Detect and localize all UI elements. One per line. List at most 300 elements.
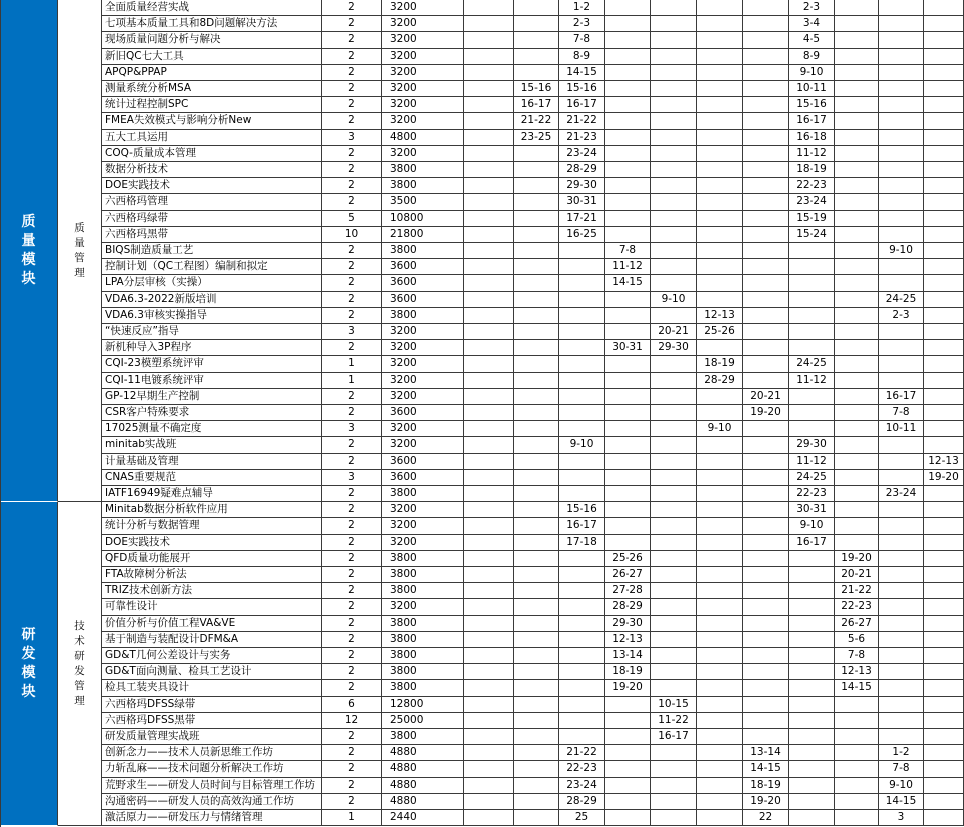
schedule-cell [514, 389, 559, 405]
days-cell: 2 [322, 454, 382, 470]
schedule-cell [697, 810, 743, 826]
schedule-cell: 13-14 [743, 745, 789, 761]
schedule-cell [835, 810, 879, 826]
schedule-cell [743, 680, 789, 696]
schedule-cell [651, 113, 697, 129]
course-name-cell: 力斩乱麻——技术问题分析解决工作坊 [102, 761, 322, 777]
schedule-cell [835, 0, 879, 16]
schedule-cell: 23-24 [879, 486, 924, 502]
days-cell: 2 [322, 632, 382, 648]
schedule-cell [924, 259, 964, 275]
schedule-cell [879, 324, 924, 340]
schedule-cell [464, 535, 514, 551]
course-name-cell: BIQS制造质量工艺 [102, 243, 322, 259]
schedule-cell [464, 97, 514, 113]
days-cell: 2 [322, 502, 382, 518]
schedule-cell [514, 567, 559, 583]
schedule-cell [651, 308, 697, 324]
schedule-cell [605, 292, 651, 308]
schedule-cell [879, 259, 924, 275]
schedule-cell [697, 211, 743, 227]
schedule-cell [879, 632, 924, 648]
schedule-cell [835, 486, 879, 502]
schedule-cell [879, 194, 924, 210]
schedule-cell: 16-17 [514, 97, 559, 113]
schedule-cell [697, 502, 743, 518]
schedule-cell [514, 259, 559, 275]
price-cell: 3800 [382, 664, 464, 680]
schedule-cell [514, 324, 559, 340]
schedule-cell [743, 470, 789, 486]
price-cell: 2440 [382, 810, 464, 826]
price-cell: 4880 [382, 794, 464, 810]
schedule-cell [651, 535, 697, 551]
schedule-cell [464, 292, 514, 308]
schedule-cell: 5-6 [835, 632, 879, 648]
price-cell: 3800 [382, 632, 464, 648]
schedule-cell [789, 275, 835, 291]
schedule-cell [789, 778, 835, 794]
schedule-cell [464, 778, 514, 794]
days-cell: 10 [322, 227, 382, 243]
schedule-cell [514, 194, 559, 210]
schedule-cell [879, 518, 924, 534]
days-cell: 3 [322, 324, 382, 340]
price-cell: 3800 [382, 486, 464, 502]
course-name-cell: GD&T几何公差设计与实务 [102, 648, 322, 664]
schedule-cell [789, 648, 835, 664]
course-name-cell: VDA6.3-2022新版培训 [102, 292, 322, 308]
schedule-cell [697, 518, 743, 534]
schedule-cell: 4-5 [789, 32, 835, 48]
schedule-cell [924, 65, 964, 81]
schedule-cell: 16-17 [789, 113, 835, 129]
schedule-cell [651, 421, 697, 437]
schedule-cell [835, 178, 879, 194]
schedule-cell [924, 292, 964, 308]
course-name-cell: 测量系统分析MSA [102, 81, 322, 97]
schedule-cell [464, 486, 514, 502]
schedule-cell [743, 146, 789, 162]
schedule-cell: 22-23 [559, 761, 605, 777]
schedule-cell [835, 713, 879, 729]
schedule-cell [835, 373, 879, 389]
schedule-cell [464, 227, 514, 243]
schedule-cell [605, 194, 651, 210]
schedule-cell [697, 648, 743, 664]
days-cell: 2 [322, 194, 382, 210]
schedule-cell [924, 162, 964, 178]
schedule-cell [697, 275, 743, 291]
days-cell: 2 [322, 680, 382, 696]
price-cell: 3500 [382, 194, 464, 210]
schedule-cell: 7-8 [559, 32, 605, 48]
days-cell: 2 [322, 745, 382, 761]
schedule-cell [651, 389, 697, 405]
schedule-cell [464, 761, 514, 777]
schedule-cell [651, 194, 697, 210]
schedule-cell [464, 146, 514, 162]
schedule-cell [924, 437, 964, 453]
schedule-cell [559, 713, 605, 729]
schedule-cell [743, 421, 789, 437]
schedule-cell [514, 616, 559, 632]
schedule-cell [651, 745, 697, 761]
schedule-cell: 21-23 [559, 130, 605, 146]
schedule-cell [789, 680, 835, 696]
schedule-cell [924, 713, 964, 729]
schedule-cell: 12-13 [835, 664, 879, 680]
schedule-cell [924, 324, 964, 340]
schedule-cell: 16-17 [651, 729, 697, 745]
schedule-cell: 9-10 [879, 243, 924, 259]
days-cell: 2 [322, 178, 382, 194]
schedule-cell [835, 324, 879, 340]
price-cell: 3800 [382, 648, 464, 664]
schedule-cell [464, 211, 514, 227]
schedule-cell [743, 81, 789, 97]
days-cell: 2 [322, 648, 382, 664]
schedule-cell: 11-12 [789, 373, 835, 389]
schedule-cell: 8-9 [559, 49, 605, 65]
schedule-cell [464, 745, 514, 761]
price-cell: 3200 [382, 502, 464, 518]
schedule-cell [743, 648, 789, 664]
days-cell: 2 [322, 97, 382, 113]
schedule-cell: 16-25 [559, 227, 605, 243]
schedule-cell [789, 405, 835, 421]
schedule-cell [697, 680, 743, 696]
schedule-cell [605, 32, 651, 48]
schedule-cell [835, 470, 879, 486]
schedule-cell [835, 97, 879, 113]
schedule-cell [605, 713, 651, 729]
schedule-cell [514, 405, 559, 421]
days-cell: 2 [322, 49, 382, 65]
module-label [0, 0, 58, 502]
price-cell: 3800 [382, 583, 464, 599]
schedule-cell [514, 32, 559, 48]
schedule-cell [559, 664, 605, 680]
schedule-cell [559, 680, 605, 696]
schedule-cell [605, 65, 651, 81]
schedule-cell [651, 778, 697, 794]
schedule-cell [651, 405, 697, 421]
schedule-cell: 23-25 [514, 130, 559, 146]
schedule-cell: 14-15 [559, 65, 605, 81]
schedule-cell [743, 130, 789, 146]
days-cell: 2 [322, 567, 382, 583]
schedule-cell: 9-10 [697, 421, 743, 437]
price-cell: 3200 [382, 0, 464, 16]
schedule-cell [651, 178, 697, 194]
schedule-cell [464, 680, 514, 696]
schedule-cell [743, 551, 789, 567]
schedule-cell [514, 292, 559, 308]
days-cell: 2 [322, 551, 382, 567]
schedule-cell [651, 794, 697, 810]
schedule-cell [559, 292, 605, 308]
course-name-cell: QFD质量功能展开 [102, 551, 322, 567]
schedule-cell [879, 551, 924, 567]
schedule-cell [743, 373, 789, 389]
schedule-cell [605, 454, 651, 470]
schedule-cell [924, 745, 964, 761]
schedule-cell [924, 356, 964, 372]
course-name-cell: FMEA失效模式与影响分析New [102, 113, 322, 129]
course-name-cell: 统计分析与数据管理 [102, 518, 322, 534]
course-name-cell: 激活原力——研发压力与情绪管理 [102, 810, 322, 826]
schedule-cell [879, 502, 924, 518]
schedule-cell [789, 243, 835, 259]
schedule-cell [789, 259, 835, 275]
schedule-cell [464, 632, 514, 648]
schedule-cell [651, 616, 697, 632]
schedule-cell [789, 664, 835, 680]
course-name-cell: 现场质量问题分析与解决 [102, 32, 322, 48]
price-cell: 3800 [382, 616, 464, 632]
schedule-cell [514, 583, 559, 599]
schedule-cell [835, 794, 879, 810]
schedule-cell [559, 551, 605, 567]
schedule-cell [605, 324, 651, 340]
schedule-cell [924, 794, 964, 810]
schedule-cell: 28-29 [559, 794, 605, 810]
schedule-cell [514, 502, 559, 518]
schedule-cell [514, 308, 559, 324]
schedule-cell: 21-22 [559, 113, 605, 129]
schedule-cell: 16-18 [789, 130, 835, 146]
schedule-cell [559, 470, 605, 486]
schedule-cell [879, 340, 924, 356]
schedule-cell: 20-21 [835, 567, 879, 583]
price-cell: 3200 [382, 535, 464, 551]
schedule-cell [559, 729, 605, 745]
schedule-cell [697, 535, 743, 551]
module-name: 质量模块 [21, 213, 36, 287]
schedule-cell [605, 308, 651, 324]
schedule-cell [789, 551, 835, 567]
course-name-cell: 五大工具运用 [102, 130, 322, 146]
schedule-cell: 22-23 [835, 599, 879, 615]
schedule-cell [514, 421, 559, 437]
schedule-cell [924, 130, 964, 146]
schedule-cell: 23-24 [559, 146, 605, 162]
schedule-cell [651, 680, 697, 696]
schedule-cell [879, 583, 924, 599]
days-cell: 3 [322, 421, 382, 437]
schedule-cell: 27-28 [605, 583, 651, 599]
schedule-cell [789, 810, 835, 826]
course-name-cell: 沟通密码——研发人员的高效沟通工作坊 [102, 794, 322, 810]
schedule-cell [743, 292, 789, 308]
schedule-cell [514, 648, 559, 664]
price-cell: 3200 [382, 16, 464, 32]
schedule-cell [514, 0, 559, 16]
schedule-cell [605, 502, 651, 518]
schedule-cell [924, 389, 964, 405]
schedule-cell [514, 178, 559, 194]
schedule-cell: 16-17 [789, 535, 835, 551]
schedule-cell: 19-20 [924, 470, 964, 486]
days-cell: 2 [322, 761, 382, 777]
price-cell: 3600 [382, 405, 464, 421]
schedule-cell [651, 227, 697, 243]
days-cell: 2 [322, 259, 382, 275]
schedule-cell [697, 340, 743, 356]
schedule-cell [879, 535, 924, 551]
schedule-cell [743, 518, 789, 534]
schedule-cell [697, 389, 743, 405]
price-cell: 4800 [382, 130, 464, 146]
schedule-cell [464, 373, 514, 389]
days-cell: 2 [322, 308, 382, 324]
schedule-cell: 15-16 [559, 81, 605, 97]
schedule-cell [514, 551, 559, 567]
schedule-cell: 9-10 [789, 65, 835, 81]
days-cell: 2 [322, 729, 382, 745]
days-cell: 6 [322, 697, 382, 713]
schedule-cell [514, 486, 559, 502]
course-name-cell: 价值分析与价值工程VA&VE [102, 616, 322, 632]
schedule-cell [697, 470, 743, 486]
days-cell: 2 [322, 113, 382, 129]
schedule-cell [651, 502, 697, 518]
schedule-cell [651, 761, 697, 777]
days-cell: 5 [322, 211, 382, 227]
days-cell: 2 [322, 616, 382, 632]
days-cell: 2 [322, 275, 382, 291]
course-name-cell: 计量基础及管理 [102, 454, 322, 470]
schedule-cell [697, 551, 743, 567]
schedule-cell: 8-9 [789, 49, 835, 65]
schedule-cell [559, 389, 605, 405]
schedule-cell [514, 454, 559, 470]
schedule-cell [697, 713, 743, 729]
schedule-cell [879, 437, 924, 453]
schedule-cell: 16-17 [879, 389, 924, 405]
schedule-cell [835, 259, 879, 275]
schedule-cell [697, 405, 743, 421]
schedule-cell [743, 697, 789, 713]
course-name-cell: APQP&PPAP [102, 65, 322, 81]
price-cell: 3600 [382, 275, 464, 291]
schedule-cell [605, 227, 651, 243]
schedule-cell: 28-29 [605, 599, 651, 615]
schedule-cell [605, 778, 651, 794]
course-name-cell: CNAS重要规范 [102, 470, 322, 486]
price-cell: 21800 [382, 227, 464, 243]
schedule-cell: 15-16 [514, 81, 559, 97]
price-cell: 4880 [382, 778, 464, 794]
schedule-cell [697, 794, 743, 810]
schedule-cell [605, 81, 651, 97]
course-name-cell: IATF16949疑难点辅导 [102, 486, 322, 502]
days-cell: 2 [322, 405, 382, 421]
schedule-cell [879, 227, 924, 243]
schedule-cell [464, 49, 514, 65]
schedule-cell: 19-20 [835, 551, 879, 567]
schedule-cell: 17-18 [559, 535, 605, 551]
schedule-cell [559, 340, 605, 356]
price-cell: 12800 [382, 697, 464, 713]
schedule-cell [651, 162, 697, 178]
schedule-cell [879, 0, 924, 16]
schedule-cell: 9-10 [789, 518, 835, 534]
schedule-cell: 28-29 [697, 373, 743, 389]
schedule-cell [559, 405, 605, 421]
schedule-cell: 29-30 [605, 616, 651, 632]
schedule-cell [464, 648, 514, 664]
price-cell: 3600 [382, 454, 464, 470]
price-cell: 3800 [382, 162, 464, 178]
schedule-cell [464, 65, 514, 81]
schedule-cell [464, 551, 514, 567]
schedule-cell [879, 49, 924, 65]
days-cell: 2 [322, 65, 382, 81]
schedule-cell: 21-22 [559, 745, 605, 761]
course-name-cell: 荒野求生——研发人员时间与目标管理工作坊 [102, 778, 322, 794]
schedule-cell [924, 243, 964, 259]
schedule-cell: 24-25 [789, 356, 835, 372]
schedule-cell [835, 130, 879, 146]
schedule-cell [514, 518, 559, 534]
schedule-cell: 22-23 [789, 178, 835, 194]
schedule-cell [835, 194, 879, 210]
schedule-cell [879, 32, 924, 48]
schedule-cell [697, 292, 743, 308]
schedule-cell [651, 567, 697, 583]
schedule-cell [464, 356, 514, 372]
schedule-cell [924, 32, 964, 48]
days-cell: 2 [322, 162, 382, 178]
schedule-cell [464, 340, 514, 356]
schedule-cell [879, 697, 924, 713]
schedule-cell: 30-31 [789, 502, 835, 518]
days-cell: 1 [322, 373, 382, 389]
schedule-cell [697, 437, 743, 453]
schedule-cell [879, 664, 924, 680]
schedule-cell [697, 49, 743, 65]
schedule-cell [605, 178, 651, 194]
schedule-cell [697, 778, 743, 794]
schedule-cell [835, 437, 879, 453]
schedule-cell [464, 178, 514, 194]
schedule-cell [789, 713, 835, 729]
schedule-cell [879, 81, 924, 97]
schedule-cell [789, 697, 835, 713]
schedule-cell [879, 162, 924, 178]
schedule-cell [924, 761, 964, 777]
schedule-cell [697, 65, 743, 81]
schedule-cell [879, 275, 924, 291]
schedule-cell [924, 113, 964, 129]
schedule-cell [651, 243, 697, 259]
schedule-cell [835, 454, 879, 470]
schedule-cell [924, 648, 964, 664]
price-cell: 3200 [382, 49, 464, 65]
schedule-cell [789, 567, 835, 583]
price-cell: 3200 [382, 32, 464, 48]
days-cell: 2 [322, 778, 382, 794]
schedule-cell [924, 502, 964, 518]
schedule-cell: 19-20 [743, 405, 789, 421]
schedule-cell [789, 583, 835, 599]
schedule-cell: 14-15 [879, 794, 924, 810]
schedule-cell [879, 16, 924, 32]
schedule-cell [697, 130, 743, 146]
schedule-cell [605, 437, 651, 453]
